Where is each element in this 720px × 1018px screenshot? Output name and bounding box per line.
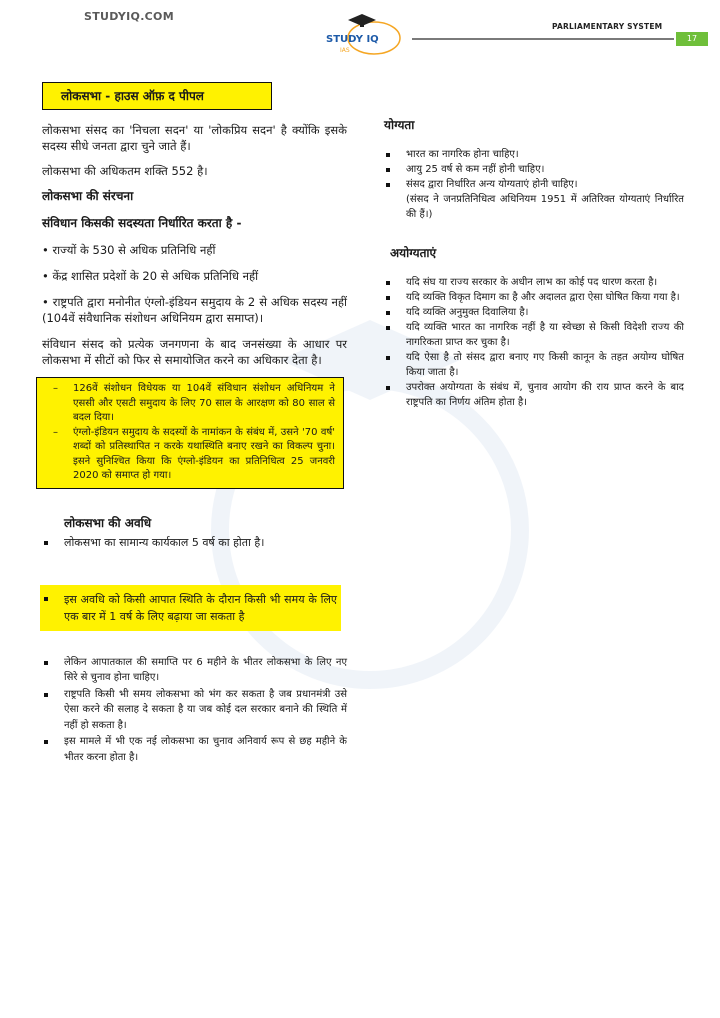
amendment-box — [36, 377, 344, 489]
right-column — [384, 118, 684, 410]
highlight-box — [40, 585, 341, 631]
amendment-item: – एंग्लो-इंडियन समुदाय के सदस्यों के नामांकन के संबंध में, उसने '70 वर्ष' शब्दों को प्रतिस्थापित न करके यथास्थिति बनाए रखने का विकल्प चुना। इसने सुनिश्चित किया कि एंग्लो-इंडियन का प्रतिनिधित्व 25 जनवरी 2020 को समाप्त हो गया। — [53, 426, 335, 484]
page-title: लोकसभा - हाउस ऑफ़ द पीपल — [42, 82, 272, 110]
max-strength: लोकसभा की अधिकतम शक्ति 552 है। — [42, 164, 208, 178]
readjust-paragraph: संविधान संसद को प्रत्येक जनगणना के बाद जनसंख्या के आधार पर लोकसभा में सीटों को फिर से समायोजित करने का अधिकार देता है। — [42, 337, 347, 367]
brand-name: STUDYIQ.COM — [84, 10, 174, 23]
studyiq-logo-icon — [318, 12, 404, 60]
highlight-item: इस अवधि को किसी आपात स्थिति के दौरान किसी भी समय के लिए एक बार में 1 वर्ष के लिए बढ़ाया जा सकता है — [42, 591, 337, 625]
qualification-note: (संसद ने जनप्रतिनिधित्व अधिनियम 1951 में अतिरिक्त योग्यताएं निर्धारित की हैं।) — [406, 194, 684, 220]
list-item: इस मामले में भी एक नई लोकसभा का चुनाव अनिवार्य रूप से छह महीने के भीतर करना होता है। — [42, 734, 347, 765]
list-item: लेकिन आपातकाल की समाप्ति पर 6 महीने के भीतर लोकसभा के लिए नए सिरे से चुनाव होना चाहिए। — [42, 655, 347, 686]
qualification-heading: योग्यता — [384, 118, 415, 132]
duration-heading: लोकसभा की अवधि — [64, 515, 152, 530]
list-item: आयु 25 वर्ष से कम नहीं होनी चाहिए। — [384, 162, 684, 177]
list-item: यदि व्यक्ति विकृत दिमाग का है और अदालत द्वारा ऐसा घोषित किया गया है। — [384, 290, 684, 305]
logo-subtext: IAS — [340, 47, 350, 54]
list-item: उपरोक्त अयोग्यता के संबंध में, चुनाव आयोग की राय प्राप्त करने के बाद राष्ट्रपति का निर्णय अंतिम होता है। — [384, 380, 684, 410]
qualification-list — [384, 147, 684, 192]
left-column — [42, 82, 347, 766]
amendment-text: एंग्लो-इंडियन समुदाय के सदस्यों के नामांकन के संबंध में, उसने '70 वर्ष' शब्दों को प्रतिस्थापित न करके यथास्थिति बनाए रखने का विकल्प चुना। इसने सुनिश्चित किया कि एंग्लो-इंडियन का प्रतिनिधित्व 25 जनवरी 2020 को समाप्त हो गया। — [73, 426, 335, 481]
amendment-text: 126वें संशोधन विधेयक या 104वें संविधान संशोधन अधिनियम ने एससी और एसटी समुदाय के लिए 70 साल के आरक्षण को 80 साल से बदल दिया। — [73, 383, 335, 423]
list-item: लोकसभा का सामान्य कार्यकाल 5 वर्ष का होता है। — [42, 535, 347, 551]
composition-item: • केंद्र शासित प्रदेशों के 20 से अधिक प्रतिनिधि नहीं — [42, 268, 347, 284]
header-divider — [412, 38, 674, 40]
list-item: राष्ट्रपति किसी भी समय लोकसभा को भंग कर सकता है जब प्रधानमंत्री उसे ऐसा करने की सलाह दे सकता है या जब कोई दल सरकार बनाने की स्थिति में नहीं हो सकता है। — [42, 687, 347, 734]
logo-text: STUDY IQ — [326, 34, 379, 45]
amendment-item: – 126वें संशोधन विधेयक या 104वें संविधान संशोधन अधिनियम ने एससी और एसटी समुदाय के लिए 70 साल के आरक्षण को 80 साल से बदल दिया। — [53, 382, 335, 426]
composition-item: • राज्यों के 530 से अधिक प्रतिनिधि नहीं — [42, 242, 347, 258]
structure-heading: लोकसभा की संरचना — [42, 189, 134, 203]
composition-item: • राष्ट्रपति द्वारा मनोनीत एंग्लो-इंडियन समुदाय के 2 से अधिक सदस्य नहीं (104वें संवैधानिक संशोधन अधिनियम द्वारा समाप्त)। — [42, 294, 347, 326]
list-item: यदि व्यक्ति अनुमुक्त दिवालिया है। — [384, 305, 684, 320]
page-number: 17 — [676, 32, 708, 46]
dissolution-list — [42, 655, 347, 766]
disqualification-list — [384, 275, 684, 410]
constitution-heading: संविधान किसकी सदस्यता निर्धारित करता है - — [42, 216, 242, 230]
intro-paragraph: लोकसभा संसद का 'निचला सदन' या 'लोकप्रिय सदन' है क्योंकि इसके सदस्य सीधे जनता द्वारा चुने जाते हैं। — [42, 123, 347, 153]
duration-list — [42, 535, 347, 551]
list-item: यदि ऐसा है तो संसद द्वारा बनाए गए किसी कानून के तहत अयोग्य घोषित किया जाता है। — [384, 350, 684, 380]
list-item: यदि संघ या राज्य सरकार के अधीन लाभ का कोई पद धारण करता है। — [384, 275, 684, 290]
list-item: यदि व्यक्ति भारत का नागरिक नहीं है या स्वेच्छा से किसी विदेशी राज्य की नागरिकता प्राप्त कर चुका है। — [384, 320, 684, 350]
list-item: भारत का नागरिक होना चाहिए। — [384, 147, 684, 162]
list-item: संसद द्वारा निर्धारित अन्य योग्यताएं होनी चाहिए। — [384, 177, 684, 192]
disqualification-heading: अयोग्यताएं — [390, 246, 437, 260]
section-title: PARLIAMENTARY SYSTEM — [552, 22, 663, 31]
